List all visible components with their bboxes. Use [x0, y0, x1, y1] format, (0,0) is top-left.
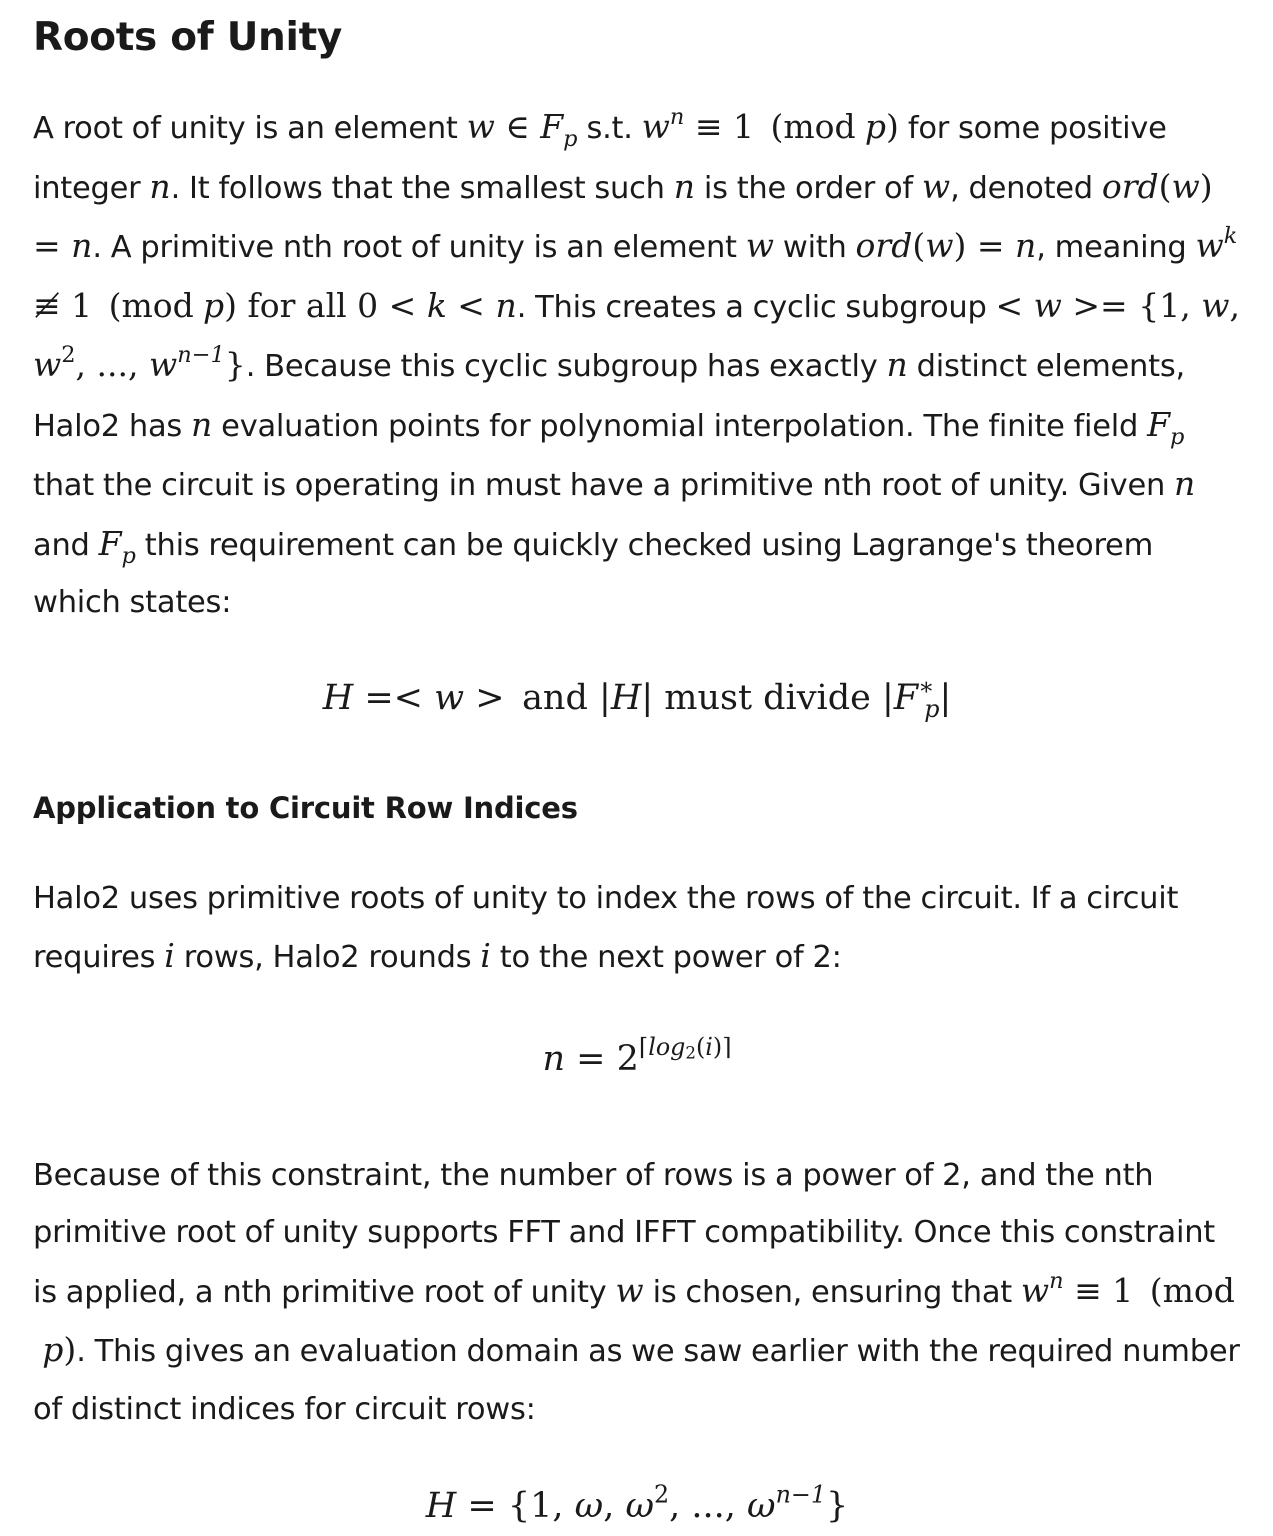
rows-paragraph — [33, 870, 1241, 987]
math-w: w — [615, 1270, 644, 1310]
math-n: n — [149, 166, 171, 206]
constraint-paragraph — [33, 1147, 1241, 1439]
mod-word: mod — [1162, 1270, 1235, 1310]
text-run: Halo2 uses primitive roots of unity to index the rows of the circuit. If a circuit requires — [33, 880, 1179, 975]
text-run: s.t. — [577, 111, 642, 146]
text-run: . A primitive nth root of unity is an element — [92, 230, 746, 265]
lagrange-equation: H =< w > and |H| must divide $|F^∗_p|$ — [322, 671, 952, 723]
text-run: and — [33, 527, 99, 563]
math-w-n-congruence: $w^n \equiv 1$ (modp) — [42, 1267, 1235, 1369]
math-w-n-congruence: $w^n \equiv 1$ (mod p) — [641, 104, 899, 146]
math-fp: $F_p$ — [98, 523, 136, 569]
math-i: i — [164, 936, 175, 975]
math-n: n — [1174, 464, 1196, 503]
text-run: this requirement can be quickly checked using Lagrange's theorem which states: — [33, 527, 1154, 620]
text-run: for some positive integer — [33, 111, 1167, 206]
math-w: w — [745, 226, 774, 265]
power-of-two-equation: $n = 2^{⌈log_2(i)⌉}$ — [542, 1032, 732, 1079]
math-n: n — [886, 345, 908, 384]
text-run: Because of this constraint, the number of rows is a power of 2, and the nth primitive root of unity supports FFT and IFFT compatibility. Once this constraint is applied, a nth primitive root of unity — [33, 1157, 1216, 1310]
text-run: . This gives an evaluation domain as we saw earlier with the required number of distinct indices for circuit rows: — [33, 1334, 1240, 1427]
log-word: log — [648, 1032, 686, 1061]
text-run: to the next power of 2: — [490, 940, 842, 975]
text-run: is chosen, ensuring that — [643, 1274, 1021, 1310]
math-i: i — [480, 936, 491, 975]
page-title: Roots of Unity — [33, 15, 343, 60]
math-fp: $F_p$ — [1147, 404, 1185, 450]
section-heading: Application to Circuit Row Indices — [33, 790, 578, 825]
text-run: . Because this cyclic subgroup has exactly — [245, 349, 887, 384]
intro-paragraph — [33, 98, 1241, 632]
text-run: , meaning — [1036, 230, 1196, 265]
math-w-in-fp: w ∈ $F_p$ — [466, 107, 578, 152]
mod-word: mod — [121, 285, 194, 325]
math-n: n — [673, 166, 695, 206]
math-cyclic-subgroup: < w >= {1, w, $w^2$, ..., $w^{n-1}$} — [33, 285, 1240, 384]
must-divide-words: must divide — [664, 677, 871, 718]
text-run: rows, Halo2 rounds — [174, 940, 481, 975]
text-run: with — [773, 230, 856, 265]
for-all-word: for all — [247, 285, 347, 325]
math-n: n — [190, 404, 213, 444]
math-w: w — [921, 166, 951, 206]
text-run: , denoted — [950, 170, 1102, 206]
evaluation-domain-equation: H = {1, ω, $\omega^2$, ..., $\omega^{n-1}$} — [425, 1480, 849, 1526]
text-run: . This creates a cyclic subgroup — [516, 289, 996, 325]
math-ord-w: ord(w) = n — [33, 166, 1213, 265]
math-ord-w: ord(w) = n — [855, 226, 1037, 265]
text-run: that the circuit is operating in must have a primitive nth root of unity. Given — [33, 468, 1175, 503]
math-w-k-not-congruent: $w^k$ ≢ 1 (mod p) for all 0 < k < n — [33, 223, 1238, 325]
text-run: is the order of — [694, 170, 922, 206]
mod-word: mod — [783, 107, 856, 146]
text-run: distinct elements, Halo2 has — [33, 349, 1185, 444]
text-run: . It follows that the smallest such — [170, 170, 674, 206]
text-run: evaluation points for polynomial interpolation. The finite field — [212, 408, 1148, 444]
and-word: and — [522, 677, 588, 718]
text-run: A root of unity is an element — [33, 111, 467, 146]
